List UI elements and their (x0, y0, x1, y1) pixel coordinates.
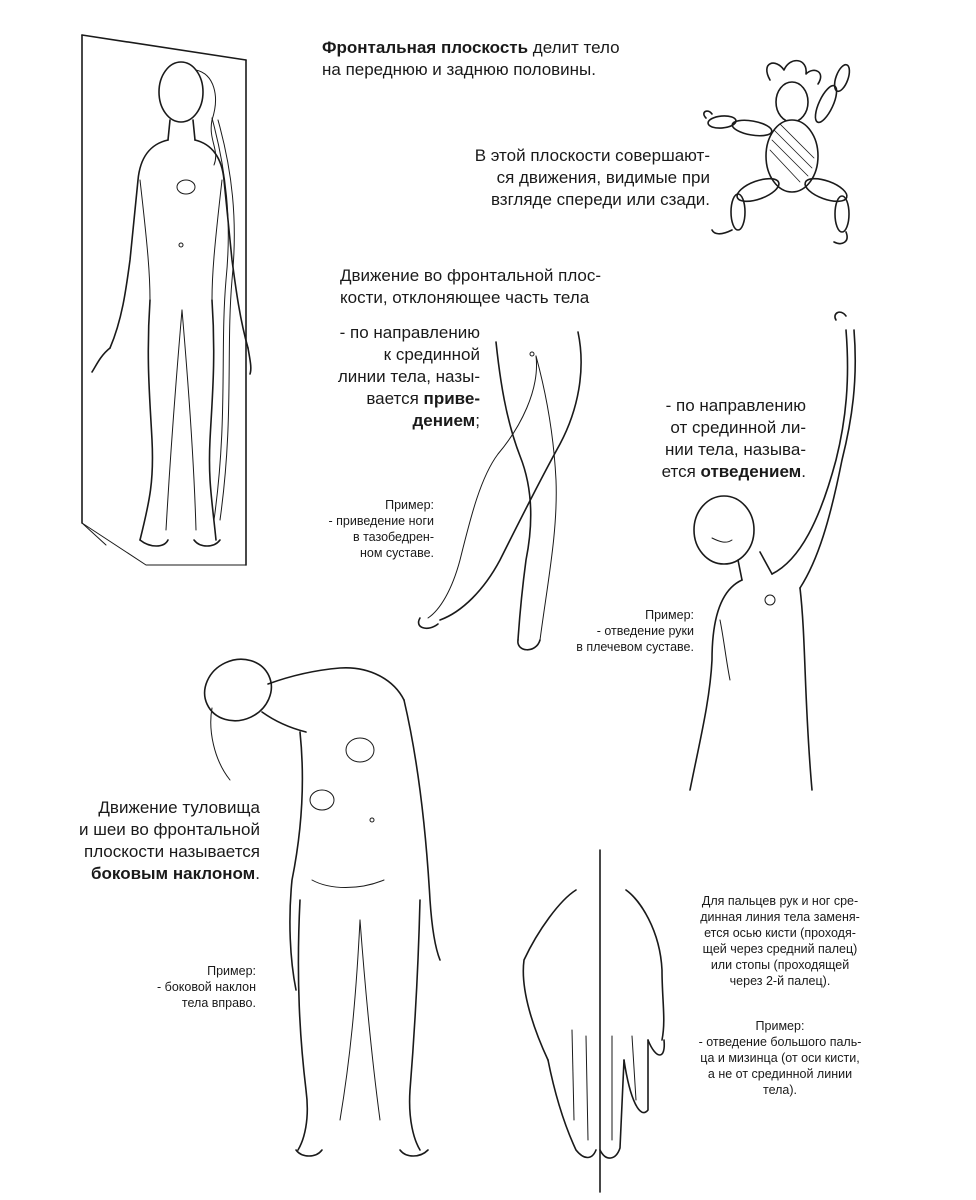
lateral-bend-term: боковым наклоном (91, 864, 256, 883)
adduction-example-line: - приведение ноги (328, 514, 434, 528)
lateral-bend-figure (195, 648, 440, 1156)
lateral-bend-example-title: Пример: (207, 964, 256, 978)
lateral-bend-line1: Движение туловища (98, 798, 260, 817)
hand-axis-figure (523, 850, 664, 1192)
fingers-example-line: ца и мизинца (от оси кисти, (700, 1051, 860, 1065)
mannequin-figure (704, 61, 853, 244)
fingers-example (680, 1018, 880, 1098)
fingers-example-line: а не от срединной линии (707, 1067, 853, 1081)
fingers-note-line: динная линия тела заменя- (700, 910, 860, 924)
adduction-term-part1: приве- (423, 389, 480, 408)
movements-note-line: В этой плоскости совершают- (474, 146, 710, 165)
abduction-line3: нии тела, называ- (664, 440, 806, 459)
adduction-line1: - по направлению (339, 323, 480, 342)
lateral-bend-example-line: - боковой наклон (157, 980, 256, 994)
abduction-line4-end: . (801, 462, 806, 481)
adduction-example-line: в тазобедрен- (352, 530, 434, 544)
abduction-line4: ется (661, 462, 701, 481)
movements-note (448, 145, 710, 211)
adduction-line3: линии тела, назы- (337, 367, 480, 386)
abduction-line2: от срединной ли- (670, 418, 806, 437)
fingers-note-line: через 2-й палец). (729, 974, 831, 988)
lateral-bend-line3: плоскости называется (83, 842, 260, 861)
fingers-example-line: тела). (762, 1083, 797, 1097)
frontal-plane-title-rest: делит тело (528, 38, 620, 57)
movement-intro-line: Движение во фронтальной плос- (340, 266, 602, 285)
fingers-note (680, 893, 880, 989)
movements-note-line: взгляде спереди или сзади. (490, 190, 710, 209)
movement-intro-line: кости, отклоняющее часть тела (340, 288, 590, 307)
movement-intro (340, 265, 610, 309)
frontal-plane-line2: на переднюю и заднюю половины. (322, 60, 597, 79)
abduction-example-title: Пример: (645, 608, 694, 622)
abduction-example-line: в плечевом суставе. (576, 640, 694, 654)
abduction-example-line: - отведение руки (596, 624, 694, 638)
fingers-example-title: Пример: (755, 1019, 805, 1033)
fingers-note-line: щей через средний палец) (702, 942, 858, 956)
lateral-bend-definition (60, 797, 260, 885)
lateral-bend-line4-end: . (255, 864, 260, 883)
lateral-bend-example-line: тела вправо. (181, 996, 256, 1010)
lateral-bend-line2: и шеи во фронтальной (79, 820, 260, 839)
abduction-example (560, 607, 694, 655)
lateral-bend-example (140, 963, 256, 1011)
movements-note-line: ся движения, видимые при (496, 168, 710, 187)
abduction-definition (640, 395, 806, 483)
adduction-definition (330, 322, 480, 432)
adduction-example-line: ном суставе. (360, 546, 434, 560)
frontal-plane-heading (322, 37, 642, 81)
adduction-line2: к срединной (383, 345, 480, 364)
fingers-note-line: ется осью кисти (проходя- (704, 926, 856, 940)
adduction-example (300, 497, 434, 561)
adduction-example-title: Пример: (385, 498, 434, 512)
adduction-line5-end: ; (475, 411, 480, 430)
fingers-note-line: Для пальцев рук и ног сре- (701, 894, 859, 908)
fingers-note-line: или стопы (проходящей (710, 958, 850, 972)
abduction-line1: - по направлению (665, 396, 806, 415)
frontal-plane-figure (82, 35, 251, 565)
adduction-term-part2: дением (412, 411, 476, 430)
abduction-term: отведением (700, 462, 802, 481)
abduction-arm-figure (690, 312, 855, 790)
fingers-example-line: - отведение большого паль- (698, 1035, 862, 1049)
adduction-line4: вается (366, 389, 424, 408)
frontal-plane-title: Фронтальная плоскость (322, 38, 529, 57)
